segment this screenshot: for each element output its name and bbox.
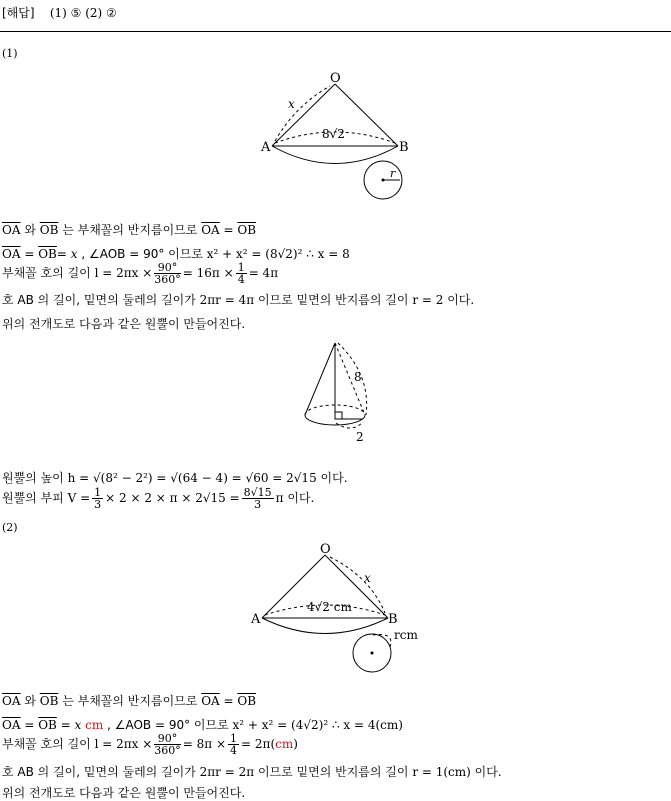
- header-divider: [0, 31, 671, 32]
- right-angle-mark: [335, 412, 342, 419]
- seg-oa: $\overline{OA}$: [2, 694, 21, 708]
- p1-line1: [2, 221, 256, 238]
- label-x: x: [364, 571, 371, 585]
- p2-line2: $\overline{OA} = \overline{OB} = x$ cm , ∠AOB = 90° 이므로 x² + x² = (4√2)² ∴ x = 4(cm): [2, 718, 403, 732]
- seg-oa: $\overline{OA}$: [2, 223, 21, 237]
- label-a: A: [251, 612, 261, 627]
- fraction: $\frac{90^\circ}{360^\circ}$: [154, 732, 181, 757]
- base-center: [371, 652, 374, 655]
- equation: x² + x² = (8√2)² ∴ x = 8: [206, 247, 350, 261]
- p1-line4: 호 AB 의 길이, 밑면의 둘레의 길이가 2πr = 4π 이므로 밑면의 반지름의 길이 r = 2 이다.: [2, 293, 475, 307]
- label-b: B: [399, 140, 409, 155]
- p2-line5: 위의 전개도로 다음과 같은 원뿔이 만들어진다.: [2, 786, 246, 800]
- seg-ob: $\overline{OB}$: [39, 223, 59, 237]
- p2-line3: 부채꼴 호의 길이 l = 2πx × $\frac{90^\circ}{360^\circ}$ = 8π × $\frac{1}{4}$ = 2π(cm): [2, 732, 298, 757]
- answer-header: [2, 4, 117, 21]
- sector-net-figure-1: [250, 66, 430, 206]
- part1-number: (1): [2, 47, 18, 60]
- equation: l = 2πx ×: [94, 266, 153, 280]
- label-r: rcm: [394, 628, 418, 642]
- text: , ∠AOB = 90° 이므로: [77, 247, 207, 261]
- text: =: [219, 223, 238, 237]
- arc-ab: [262, 618, 388, 634]
- label-chord: 8√2: [322, 127, 345, 141]
- text: 부채꼴 호의 길이: [2, 266, 95, 280]
- dim-slant: [338, 343, 367, 415]
- p2-line1: $\overline{OA}$ 와 $\overline{OB}$ 는 부채꼴의 반지름이므로 $\overline{OA} = \overline{OB}$: [2, 694, 257, 708]
- text: 는 부채꼴의 반지름이므로: [58, 223, 202, 237]
- text: 와: [20, 223, 40, 237]
- unit-cm: cm: [85, 718, 104, 732]
- p1-line3: [2, 262, 278, 285]
- answer-choices: (1) ⑤ (2) ②: [49, 6, 117, 20]
- sector-net-figure-2: [245, 537, 435, 682]
- seg-ob: $\overline{OB}$: [39, 694, 59, 708]
- arc-ab: [272, 146, 398, 164]
- label-x: x: [288, 97, 295, 111]
- fraction: $\frac{90^\circ}{360^\circ}$: [154, 261, 181, 286]
- equation: = 4π: [248, 266, 279, 280]
- fraction: $\frac{1}{4}$: [230, 732, 238, 757]
- label-o: O: [320, 542, 331, 557]
- seg-oa: $\overline{OA}$: [201, 694, 220, 708]
- label-r: r: [390, 167, 396, 180]
- label-slant: 8: [354, 370, 362, 384]
- label-b: B: [388, 612, 398, 627]
- label-radius: 2: [356, 430, 364, 444]
- fraction: $\frac{1}{3}$: [94, 486, 102, 511]
- p2-line4: 호 AB 의 길이, 밑면의 둘레의 길이가 2πr = 2π 이므로 밑면의 반지름의 길이 r = 1(cm) 이다.: [2, 765, 502, 779]
- p1-line6: 원뿔의 높이 h = √(8² − 2²) = √(64 − 4) = √60 = 2√15 이다.: [2, 471, 348, 485]
- seg-ob: $\overline{OB}$: [38, 718, 57, 732]
- part2-number: (2): [2, 521, 18, 534]
- seg-oa: $\overline{OA}$: [2, 718, 21, 732]
- p1-line5: 위의 전개도로 다음과 같은 원뿔이 만들어진다.: [2, 317, 246, 331]
- seg-oa: $\overline{OA}$: [2, 247, 21, 261]
- unit-cm: cm: [275, 737, 294, 751]
- cone-side-left: [305, 343, 335, 415]
- seg-oa: $\overline{OA}$: [201, 223, 220, 237]
- seg-ob: $\overline{OB}$: [237, 223, 257, 237]
- text: =: [56, 247, 71, 261]
- seg-ob: $\overline{OB}$: [38, 247, 57, 261]
- p1-line2: $\overline{OA} = \overline{OB}= x$ , ∠AOB = 90° 이므로 x² + x² = (8√2)² ∴ x = 8: [2, 247, 350, 261]
- equation: = 16π ×: [182, 266, 234, 280]
- fraction: $\frac{1}{4}$: [237, 261, 245, 286]
- cone-figure-1: [296, 335, 386, 445]
- fraction: $\frac{8√15}{3}$: [243, 486, 272, 511]
- answer-label: [해답]: [2, 6, 35, 20]
- label-chord: 4√2 cm: [307, 600, 352, 614]
- p1-line7: 원뿔의 부피 V = $\frac{1}{3}$ × 2 × 2 × π × 2√15 = $\frac{8√15}{3}$ π 이다.: [2, 486, 315, 511]
- label-a: A: [261, 140, 271, 155]
- seg-ob: $\overline{OB}$: [237, 694, 257, 708]
- label-o: O: [330, 71, 341, 86]
